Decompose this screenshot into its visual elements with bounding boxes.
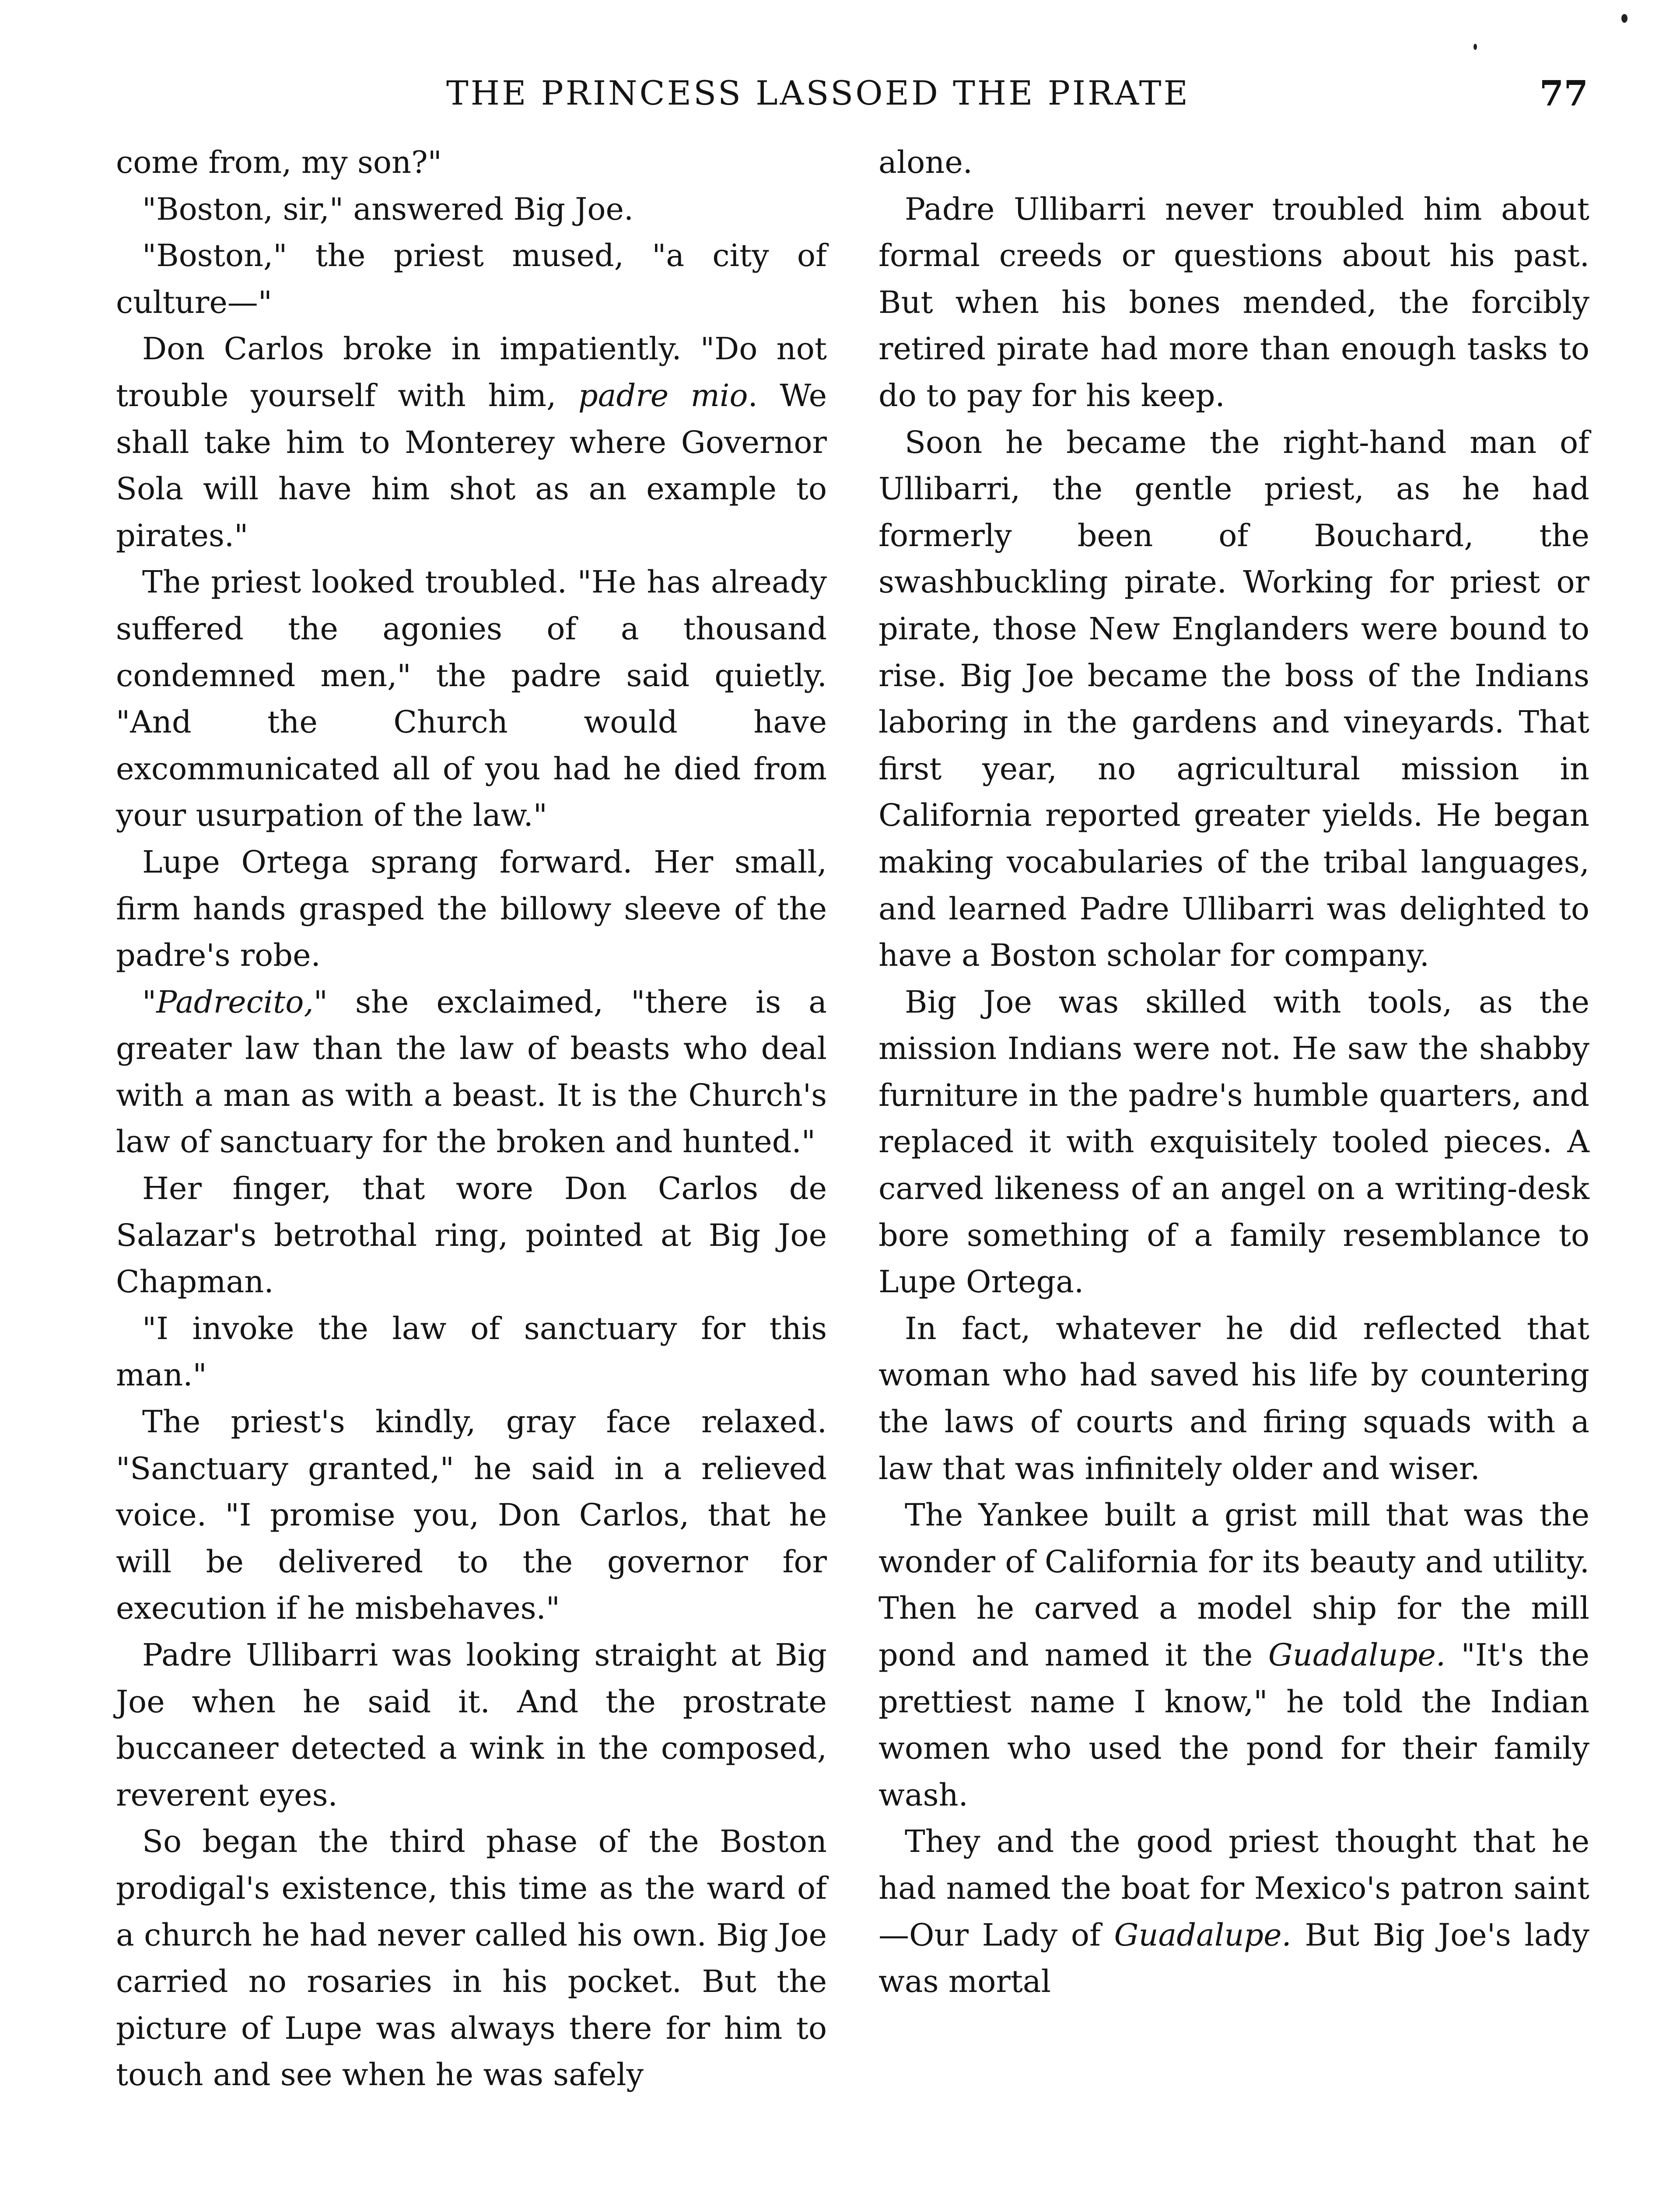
ink-speck [1621, 14, 1628, 23]
paragraph: "Boston, sir," answered Big Joe. [142, 191, 634, 227]
paragraph: Big Joe was skilled with tools, as the mission Indians were not. He saw the shabby furniture in the padre's humble quarters, and replaced it with exquisitely tooled pieces. A carved likeness of an angel on a writing-desk bore something of a family resemblance to Lupe Ortega. [878, 984, 1589, 1300]
paragraph: Her finger, that wore Don Carlos de Salazar's betrothal ring, pointed at Big Joe Chapman. [116, 1171, 827, 1300]
running-title: THE PRINCESS LASSOED THE PIRATE [446, 74, 1190, 112]
ink-speck [1474, 44, 1477, 50]
paragraph: The priest looked troubled. "He has already suffered the agonies of a thousand condemned men," the padre said quietly. "And the Church would have excommunicated all of you had he died from your usurpation of the law." [116, 564, 827, 834]
page-number: 77 [1539, 73, 1588, 114]
paragraph: Padre Ullibarri was looking straight at Big Joe when he said it. And the prostrate buccaneer detected a wink in the composed, reverent eyes. [116, 1637, 827, 1813]
paragraph: come from, my son?" [116, 144, 442, 180]
paragraph: The Yankee built a grist mill that was the wonder of California for its beauty and utility. Then he carved a model ship for the mill pond and named it the Guadalupe. "It's the prettiest name I know," he told the Indian women who used the pond for their family wash. [878, 1497, 1589, 1813]
paragraph: alone. [878, 144, 973, 180]
paragraph: "I invoke the law of sanctuary for this man." [116, 1310, 827, 1393]
paragraph: Lupe Ortega sprang forward. Her small, firm hands grasped the billowy sleeve of the padre's robe. [116, 844, 827, 974]
paragraph: Soon he became the right-hand man of Ullibarri, the gentle priest, as he had formerly been of Bouchard, the swashbuckling pirate. Working for priest or pirate, those New Englanders were bound to rise. Big Joe became the boss of the Indians laboring in the gardens and vineyards. That first year, no agricultural mission in California reported greater yields. He began making vocabularies of the tribal languages, and learned Padre Ullibarri was delighted to have a Boston scholar for company. [878, 424, 1589, 974]
paragraph: Padre Ullibarri never troubled him about formal creeds or questions about his past. But when his bones mended, the forcibly retired pirate had more than enough tasks to do to pay for his keep. [878, 191, 1589, 414]
right-text-column [878, 139, 1589, 2005]
paragraph: "Padrecito," she exclaimed, "there is a greater law than the law of beasts who deal with a man as with a beast. It is the Church's law of sanctuary for the broken and hunted." [116, 984, 827, 1160]
paragraph: Don Carlos broke in impatiently. "Do not trouble yourself with him, padre mio. We shall take him to Monterey where Governor Sola will have him shot as an example to pirates." [116, 331, 827, 554]
paragraph: They and the good priest thought that he had named the boat for Mexico's patron saint—Our Lady of Guadalupe. But Big Joe's lady was mortal [878, 1823, 1589, 2000]
left-text-column [116, 139, 827, 2098]
running-head [114, 69, 1588, 117]
paragraph: So began the third phase of the Boston prodigal's existence, this time as the ward of a church he had never called his own. Big Joe carried no rosaries in his pocket. But the picture of Lupe was always there for him to touch and see when he was safely [116, 1823, 827, 2093]
paragraph: In fact, whatever he did reflected that woman who had saved his life by countering the laws of courts and firing squads with a law that was infinitely older and wiser. [878, 1310, 1589, 1487]
paragraph: "Boston," the priest mused, "a city of culture—" [116, 238, 827, 320]
paragraph: The priest's kindly, gray face relaxed. "Sanctuary granted," he said in a relieved voice. "I promise you, Don Carlos, that he will be delivered to the governor for execution if he misbehaves." [116, 1404, 827, 1627]
